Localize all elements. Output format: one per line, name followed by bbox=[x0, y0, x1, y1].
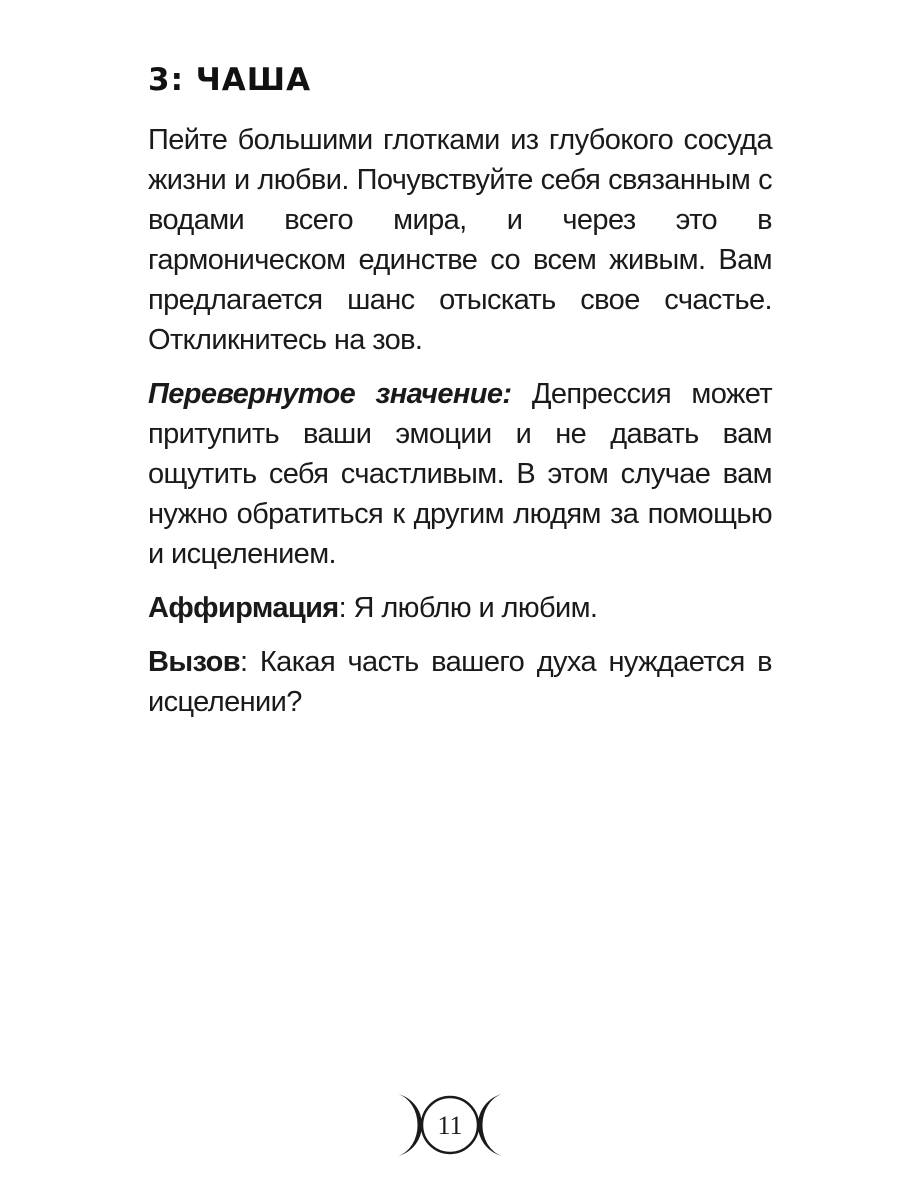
main-paragraph: Пейте большими глотками из глубокого сосуда жизни и любви. Почувствуйте себя связанным с водами всего мира, и через это в гармоническом единстве со всем живым. Вам предлагается шанс отыскать свое счастье. Откликнитесь на зов. bbox=[148, 124, 772, 356]
page-content bbox=[148, 58, 772, 736]
page-number: 11 bbox=[437, 1111, 463, 1140]
card-title: 3: ЧАША bbox=[148, 62, 312, 98]
reversed-meaning-paragraph bbox=[148, 374, 772, 574]
affirmation-label: Аффирмация bbox=[148, 592, 339, 624]
challenge-paragraph bbox=[148, 642, 772, 722]
affirmation-paragraph bbox=[148, 588, 772, 628]
reversed-meaning-text: Депрессия может притупить ваши эмоции и не давать вам ощутить себя счастливым. В этом случае вам нужно обратиться к другим людям за помощью и исцелением. bbox=[148, 378, 773, 570]
reversed-meaning-label: Перевернутое значение: bbox=[148, 378, 512, 410]
challenge-text: : Какая часть вашего духа нуждается в исцелении? bbox=[148, 646, 772, 718]
affirmation-text: : Я люблю и любим. bbox=[338, 592, 598, 624]
challenge-label: Вызов bbox=[148, 646, 240, 678]
page-footer bbox=[0, 1090, 900, 1160]
triple-moon-icon bbox=[0, 1090, 900, 1160]
